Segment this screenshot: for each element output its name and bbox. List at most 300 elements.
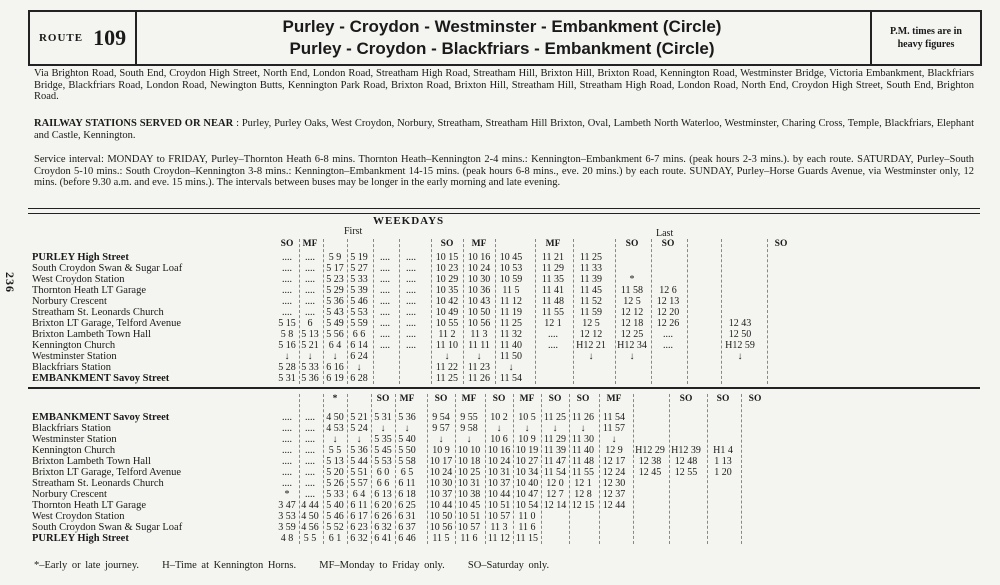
time-cell: 10 47 (515, 489, 539, 500)
time-cell: 10 40 (515, 478, 539, 489)
column-rule (323, 394, 324, 544)
station-name: Blackfriars Station (32, 362, 112, 373)
column-head: SO (440, 239, 454, 249)
time-cell: 5 36 (350, 445, 368, 456)
column-rule (299, 239, 300, 384)
route-label: ROUTE (38, 32, 84, 44)
column-head: SO (679, 394, 693, 404)
time-cell: 11 26 (571, 412, 595, 423)
time-cell: 10 50 (429, 511, 453, 522)
time-cell: .... (406, 252, 416, 263)
route-header (28, 10, 982, 66)
time-cell: 5 59 (350, 318, 368, 329)
time-cell: .... (282, 296, 292, 307)
time-cell: .... (282, 478, 292, 489)
time-cell: 4 44 (301, 500, 319, 511)
column-head: SO (376, 394, 390, 404)
route-number: 109 (93, 25, 127, 50)
station-name: Kennington Church (32, 340, 116, 351)
time-cell: .... (406, 263, 416, 274)
time-cell: 5 21 (301, 340, 319, 351)
time-cell: .... (380, 329, 390, 340)
time-cell: 6 14 (350, 340, 368, 351)
time-cell: 10 16 (467, 252, 491, 263)
time-cell: 12 1 (544, 318, 562, 329)
time-cell: 11 52 (579, 296, 603, 307)
column-rule (573, 239, 574, 384)
time-cell: 11 25 (543, 412, 567, 423)
time-cell: 12 48 (674, 456, 698, 467)
column-rule (495, 239, 496, 384)
time-cell: .... (305, 285, 315, 296)
time-cell: 10 37 (429, 489, 453, 500)
time-cell: ↓ (444, 351, 450, 362)
time-cell: .... (380, 263, 390, 274)
column-head: MF (606, 394, 622, 404)
time-cell: 6 19 (326, 373, 344, 384)
time-cell: 11 10 (435, 340, 459, 351)
time-cell: .... (282, 307, 292, 318)
time-cell: 11 50 (499, 351, 523, 362)
time-cell: 11 35 (541, 274, 565, 285)
column-rule (535, 239, 536, 384)
time-cell: 5 56 (326, 329, 344, 340)
time-cell: 5 46 (350, 296, 368, 307)
time-cell: 10 37 (487, 478, 511, 489)
route-box (30, 12, 137, 64)
time-cell: .... (406, 274, 416, 285)
time-cell: .... (305, 274, 315, 285)
time-cell: 9 57 (432, 423, 450, 434)
route-title-2: Purley - Croydon - Blackfriars - Embankment (Circle) (289, 39, 715, 58)
column-rule (513, 394, 514, 544)
time-cell: 11 2 (438, 329, 456, 340)
station-name: Westminster Station (32, 434, 117, 445)
time-cell: 5 24 (350, 423, 368, 434)
time-cell: 12 20 (656, 307, 680, 318)
time-cell: 10 31 (457, 478, 481, 489)
time-cell: 5 15 (278, 318, 296, 329)
time-cell: 12 17 (602, 456, 626, 467)
time-cell: 12 12 (620, 307, 644, 318)
time-cell: .... (663, 340, 673, 351)
column-rule (633, 394, 634, 544)
time-cell: 12 37 (602, 489, 626, 500)
column-head: SO (576, 394, 590, 404)
time-cell: 10 45 (457, 500, 481, 511)
time-cell: 5 13 (301, 329, 319, 340)
time-cell: ↓ (552, 423, 558, 434)
time-cell: 4 50 (326, 412, 344, 423)
time-cell: 6 24 (350, 351, 368, 362)
time-cell: 5 17 (326, 263, 344, 274)
time-cell: 4 56 (301, 522, 319, 533)
station-name: Brixton Lambeth Town Hall (32, 329, 151, 340)
time-cell: .... (380, 340, 390, 351)
time-cell: 10 45 (499, 252, 523, 263)
station-name: Thornton Heath LT Garage (32, 285, 147, 296)
station-name: Streatham St. Leonards Church (32, 307, 164, 318)
time-cell: 11 57 (602, 423, 626, 434)
time-cell: 5 9 (328, 252, 342, 263)
time-cell: H12 34 (617, 340, 647, 351)
time-cell: ↓ (588, 351, 594, 362)
time-cell: 11 29 (541, 263, 565, 274)
time-cell: 11 39 (543, 445, 567, 456)
time-cell: 10 19 (515, 445, 539, 456)
time-cell: 12 30 (602, 478, 626, 489)
time-cell: 11 48 (541, 296, 565, 307)
time-cell: 11 40 (571, 445, 595, 456)
time-cell: 11 6 (518, 522, 536, 533)
time-cell: ↓ (380, 423, 386, 434)
time-cell: 10 55 (435, 318, 459, 329)
time-cell: 11 22 (435, 362, 459, 373)
time-cell: 10 9 (518, 434, 536, 445)
time-cell: 6 5 (400, 467, 414, 478)
time-cell: 11 54 (499, 373, 523, 384)
column-rule (669, 394, 670, 544)
time-cell: 6 37 (398, 522, 416, 533)
time-cell: .... (406, 340, 416, 351)
time-cell: 12 14 (543, 500, 567, 511)
footnote (34, 560, 549, 571)
time-cell: 11 32 (499, 329, 523, 340)
time-cell: 11 48 (571, 456, 595, 467)
time-cell: ↓ (332, 434, 338, 445)
time-cell: 10 2 (490, 412, 508, 423)
time-cell: 5 33 (326, 489, 344, 500)
time-cell: 5 44 (350, 456, 368, 467)
column-rule (347, 239, 348, 384)
time-cell: 6 6 (376, 478, 390, 489)
column-head: SO (748, 394, 762, 404)
time-cell: 11 15 (515, 533, 539, 544)
time-cell: 5 33 (301, 362, 319, 373)
column-head: MF (519, 394, 535, 404)
time-cell: 12 8 (574, 489, 592, 500)
time-cell: .... (282, 423, 292, 434)
time-cell: .... (305, 489, 315, 500)
column-head: MF (302, 239, 318, 249)
column-rule (541, 394, 542, 544)
time-cell: 11 45 (579, 285, 603, 296)
time-cell: ↓ (356, 362, 362, 373)
time-cell: 10 51 (487, 500, 511, 511)
time-cell: .... (282, 285, 292, 296)
time-cell: 6 (307, 318, 313, 329)
station-name: Norbury Crescent (32, 489, 107, 500)
column-rule (741, 394, 742, 544)
time-cell: 12 18 (620, 318, 644, 329)
time-cell: .... (282, 434, 292, 445)
column-rule (431, 239, 432, 384)
column-head: SO (548, 394, 562, 404)
time-cell: ↓ (284, 351, 290, 362)
time-cell: 11 3 (470, 329, 488, 340)
time-cell: .... (282, 252, 292, 263)
time-cell: 11 39 (579, 274, 603, 285)
time-cell: 11 26 (467, 373, 491, 384)
time-cell: .... (305, 263, 315, 274)
time-cell: 1 20 (714, 467, 732, 478)
time-cell: 10 9 (432, 445, 450, 456)
time-cell: 12 5 (582, 318, 600, 329)
time-cell: 6 41 (374, 533, 392, 544)
time-cell: H12 29 (635, 445, 665, 456)
column-head: SO (661, 239, 675, 249)
time-cell: 5 40 (326, 500, 344, 511)
time-cell: 5 52 (326, 522, 344, 533)
time-cell: 1 13 (714, 456, 732, 467)
time-cell: 10 25 (457, 467, 481, 478)
station-name: West Croydon Station (32, 274, 125, 285)
time-cell: 11 55 (541, 307, 565, 318)
time-cell: 5 26 (326, 478, 344, 489)
time-cell: H12 59 (725, 340, 755, 351)
time-cell: 9 55 (460, 412, 478, 423)
time-cell: 10 10 (457, 445, 481, 456)
time-cell: ↓ (332, 351, 338, 362)
time-cell: 11 47 (543, 456, 567, 467)
time-cell: 6 20 (374, 500, 392, 511)
time-cell: 6 18 (398, 489, 416, 500)
time-cell: 6 32 (350, 533, 368, 544)
time-cell: 10 23 (435, 263, 459, 274)
time-cell: 10 53 (499, 263, 523, 274)
time-cell: 10 27 (515, 456, 539, 467)
time-cell: 5 19 (350, 252, 368, 263)
time-cell: 10 38 (457, 489, 481, 500)
footnote-early: *–Early or late journey. (34, 560, 140, 571)
service-interval: Service interval: MONDAY to FRIDAY, Purley–Thornton Heath 6-8 mins. Thornton Heath–Kennington 2-4 mins.: Kennington–Embankment 6-7 mins. (peak hours 2-3 mins.). by each route. SATURDAY, Purley–South Croydon 5-10 mins.: South Croydon–Kennington 3-8 mins.: Kennington–Embankment 14-15 mins. (peak hours 6-8 mins., eve. 20 mins.) by each route. SUNDAY, Purley–Horse Guards Avenue, via Westminster only, 12 mins. (before 9.30 a.m. and eve. 15 mins.). The intervals between buses may be longer in the early morning and late evening. (34, 154, 974, 188)
time-cell: .... (305, 307, 315, 318)
time-cell: 11 0 (518, 511, 536, 522)
time-cell: 5 50 (398, 445, 416, 456)
time-cell: 11 6 (460, 533, 478, 544)
column-rule (767, 239, 768, 384)
time-cell: 6 17 (350, 511, 368, 522)
time-cell: 10 16 (487, 445, 511, 456)
time-cell: 10 24 (487, 456, 511, 467)
time-cell: .... (406, 318, 416, 329)
time-cell: 4 50 (301, 511, 319, 522)
time-cell: 12 12 (579, 329, 603, 340)
time-cell: 5 36 (301, 373, 319, 384)
time-cell: ↓ (307, 351, 313, 362)
time-cell: 5 28 (278, 362, 296, 373)
time-cell: 5 16 (278, 340, 296, 351)
station-name: PURLEY High Street (32, 252, 129, 263)
time-cell: .... (282, 263, 292, 274)
footnote-so: SO–Saturday only. (467, 560, 550, 571)
column-rule (707, 394, 708, 544)
column-head: SO (625, 239, 639, 249)
time-cell: ↓ (611, 434, 617, 445)
time-cell: 3 59 (278, 522, 296, 533)
footnote-mf: MF–Monday to Friday only. (319, 560, 445, 571)
time-cell: 5 35 (374, 434, 392, 445)
time-cell: 10 18 (457, 456, 481, 467)
time-cell: .... (406, 285, 416, 296)
time-cell: 11 30 (571, 434, 595, 445)
section-divider (28, 387, 980, 389)
column-rule (615, 239, 616, 384)
time-cell: 10 36 (467, 285, 491, 296)
time-cell: 11 55 (571, 467, 595, 478)
time-cell: 12 1 (574, 478, 592, 489)
time-cell: 6 4 (328, 340, 342, 351)
time-cell: 10 15 (435, 252, 459, 263)
time-cell: 5 23 (326, 274, 344, 285)
time-cell: 10 56 (467, 318, 491, 329)
time-cell: 5 13 (326, 456, 344, 467)
time-cell: 10 30 (467, 274, 491, 285)
time-cell: 5 29 (326, 285, 344, 296)
time-cell: 12 9 (605, 445, 623, 456)
station-name: Norbury Crescent (32, 296, 107, 307)
time-cell: .... (305, 467, 315, 478)
time-cell: 4 53 (326, 423, 344, 434)
time-cell: 11 5 (432, 533, 450, 544)
time-cell: .... (305, 434, 315, 445)
time-cell: 6 16 (326, 362, 344, 373)
time-cell: H1 4 (713, 445, 733, 456)
time-cell: 12 50 (728, 329, 752, 340)
time-cell: ↓ (476, 351, 482, 362)
time-cell: .... (380, 296, 390, 307)
time-cell: 6 11 (398, 478, 416, 489)
time-cell: 12 26 (656, 318, 680, 329)
time-cell: 5 8 (280, 329, 294, 340)
time-cell: 11 19 (499, 307, 523, 318)
time-cell: 4 8 (280, 533, 294, 544)
time-cell: 9 54 (432, 412, 450, 423)
time-cell: 12 55 (674, 467, 698, 478)
station-name: Streatham St. Leonards Church (32, 478, 164, 489)
time-cell: 10 24 (429, 467, 453, 478)
time-cell: 12 43 (728, 318, 752, 329)
first-label: First (344, 226, 363, 237)
column-rule (427, 394, 428, 544)
time-cell: 10 6 (490, 434, 508, 445)
column-rule (299, 394, 300, 544)
time-cell: 5 53 (374, 456, 392, 467)
station-name: Thornton Heath LT Garage (32, 500, 147, 511)
column-rule (463, 239, 464, 384)
time-cell: 6 23 (350, 522, 368, 533)
column-rule (485, 394, 486, 544)
time-cell: .... (663, 329, 673, 340)
time-cell: 10 54 (515, 500, 539, 511)
time-cell: 5 20 (326, 467, 344, 478)
pm-note: P.M. times are in heavy figures (870, 12, 980, 64)
time-cell: 10 51 (457, 511, 481, 522)
column-rule (687, 239, 688, 384)
column-head: MF (545, 239, 561, 249)
time-cell: 5 49 (326, 318, 344, 329)
time-cell: 10 56 (429, 522, 453, 533)
time-cell: 3 47 (278, 500, 296, 511)
time-cell: 11 59 (579, 307, 603, 318)
time-cell: 11 33 (579, 263, 603, 274)
time-cell: ↓ (737, 351, 743, 362)
column-head: SO (280, 239, 294, 249)
time-cell: ↓ (466, 434, 472, 445)
time-cell: 5 31 (374, 412, 392, 423)
rail-stations (34, 118, 974, 141)
time-cell: .... (305, 252, 315, 263)
time-cell: 5 51 (350, 467, 368, 478)
time-cell: 5 31 (278, 373, 296, 384)
time-cell: 12 5 (623, 296, 641, 307)
station-name: EMBANKMENT Savoy Street (32, 373, 170, 384)
time-cell: 9 58 (460, 423, 478, 434)
time-cell: 10 50 (467, 307, 491, 318)
time-cell: 11 25 (435, 373, 459, 384)
time-cell: 11 11 (468, 340, 490, 351)
column-rule (721, 239, 722, 384)
time-cell: .... (380, 318, 390, 329)
column-rule (323, 239, 324, 384)
time-cell: .... (380, 252, 390, 263)
station-name: Brixton Lambeth Town Hall (32, 456, 151, 467)
time-cell: .... (305, 445, 315, 456)
column-rule (399, 239, 400, 384)
time-cell: 12 45 (638, 467, 662, 478)
time-cell: 5 43 (326, 307, 344, 318)
time-cell: 5 5 (303, 533, 317, 544)
time-cell: 6 13 (374, 489, 392, 500)
column-rule (651, 239, 652, 384)
time-cell: 10 30 (429, 478, 453, 489)
time-cell: 6 25 (398, 500, 416, 511)
page-number: 236 (3, 272, 17, 293)
time-cell: 11 58 (620, 285, 644, 296)
station-name: South Croydon Swan & Sugar Loaf (32, 522, 183, 533)
time-cell: 10 35 (435, 285, 459, 296)
column-head: SO (774, 239, 788, 249)
timetable-page (28, 10, 980, 575)
time-cell: H12 39 (671, 445, 701, 456)
time-cell: 3 53 (278, 511, 296, 522)
time-cell: 6 46 (398, 533, 416, 544)
time-cell: 5 33 (350, 274, 368, 285)
time-cell: .... (305, 296, 315, 307)
time-cell: 6 0 (376, 467, 390, 478)
time-cell: 5 40 (398, 434, 416, 445)
time-cell: .... (380, 285, 390, 296)
time-cell: * (629, 274, 635, 285)
station-name: South Croydon Swan & Sugar Loaf (32, 263, 183, 274)
divider (28, 208, 980, 209)
time-cell: 11 41 (541, 285, 565, 296)
time-cell: 6 26 (374, 511, 392, 522)
time-cell: 6 4 (352, 489, 366, 500)
time-cell: ↓ (404, 423, 410, 434)
time-cell: 10 24 (467, 263, 491, 274)
route-titles (142, 16, 862, 60)
time-cell: 11 25 (579, 252, 603, 263)
time-cell: 5 39 (350, 285, 368, 296)
time-cell: 12 6 (659, 285, 677, 296)
time-cell: .... (282, 274, 292, 285)
time-cell: 11 40 (499, 340, 523, 351)
weekdays-title: WEEKDAYS (373, 215, 445, 227)
column-head: SO (716, 394, 730, 404)
time-cell: 10 44 (487, 489, 511, 500)
column-head: MF (461, 394, 477, 404)
